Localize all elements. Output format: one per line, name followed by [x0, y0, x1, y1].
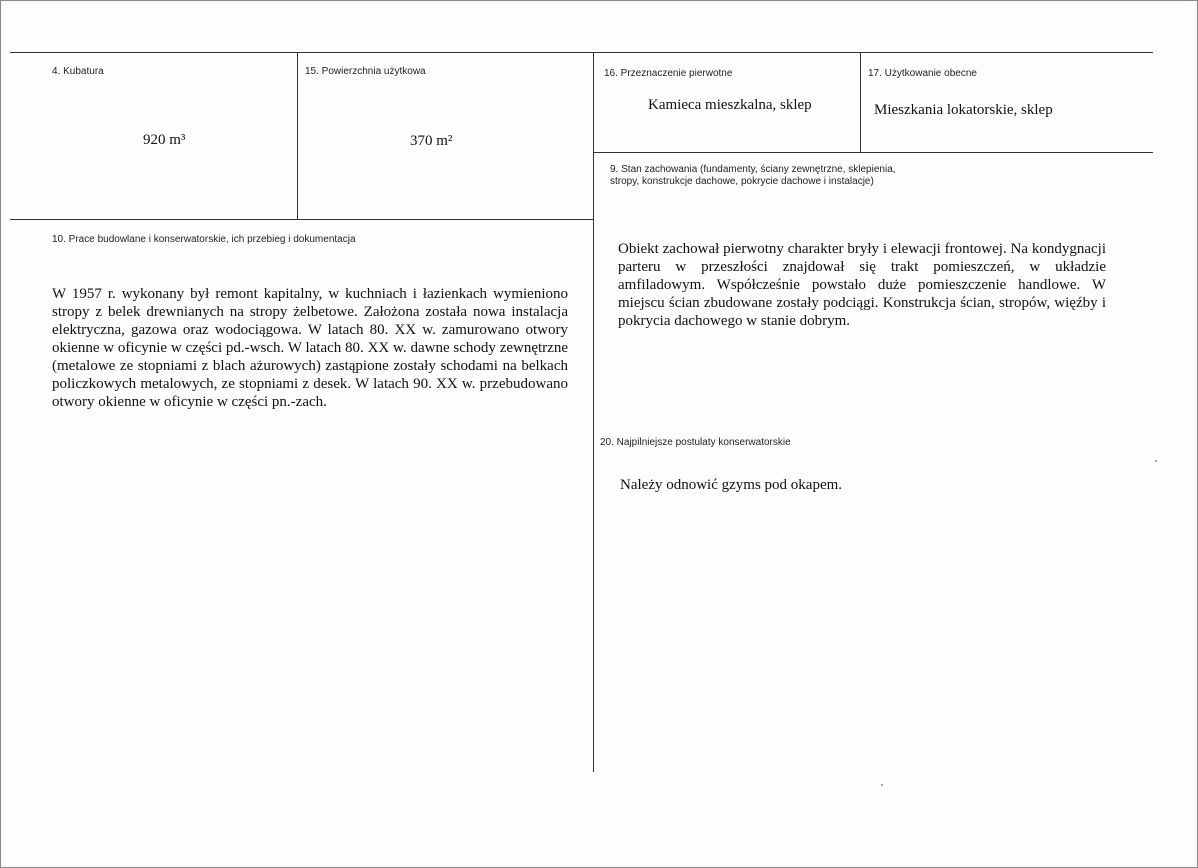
kubatura-value: 920 m³	[143, 132, 186, 148]
kubatura-label: 4. Kubatura	[52, 66, 104, 77]
scan-speck	[1155, 460, 1157, 462]
przeznaczenie-value: Kamieca mieszkalna, sklep	[648, 97, 812, 113]
postulaty-text: Należy odnowić gzyms pod okapem.	[620, 477, 843, 493]
vertical-rule-1	[297, 52, 298, 219]
left-horizontal-rule	[10, 219, 594, 220]
stan-label: 9. Stan zachowania (fundamenty, ściany zewnętrzne, sklepienia, stropy, konstrukcje dachowe, pokrycie dachowe i instalacje)	[610, 164, 896, 187]
vertical-rule-2	[593, 52, 594, 772]
prace-text: W 1957 r. wykonany był remont kapitalny, w kuchniach i łazienkach wymieniono stropy z belek drewnianych na stropy żelbetowe. Założona została nowa instalacja elektryczna, gazowa oraz wodociągowa. W latach 80. XX w. zamurowano otwory okienne w oficynie w części pd.-wsch. W latach 80. XX w. dawne schody zewnętrzne (metalowe ze stopniami z blach ażurowych) zastąpione zostały schodami na belkach policzkowych metalowych, ze stopniami z desek. W latach 90. XX w. przebudowano otwory okienne w oficynie w części pn.-zach.	[52, 286, 568, 410]
uzytkowanie-value: Mieszkania lokatorskie, sklep	[874, 102, 1053, 118]
prace-label: 10. Prace budowlane i konserwatorskie, ich przebieg i dokumentacja	[52, 234, 356, 245]
scan-speck	[881, 784, 883, 786]
powierzchnia-label: 15. Powierzchnia użytkowa	[305, 66, 426, 77]
uzytkowanie-label: 17. Użytkowanie obecne	[868, 68, 977, 79]
przeznaczenie-label: 16. Przeznaczenie pierwotne	[604, 68, 733, 79]
stan-text: Obiekt zachował pierwotny charakter bryły i elewacji frontowej. Na kondygnacji parteru w przeszłości znajdował się trakt pomieszczeń, w układzie amfiladowym. Współcześnie powstało duże pomieszczenie handlowe. W miejscu ścian zbudowane zostały podciągi. Konstrukcja ścian, stropów, więźby i pokrycia dachowego w stanie dobrym.	[618, 241, 1106, 329]
top-horizontal-rule	[10, 52, 1153, 53]
postulaty-label: 20. Najpilniejsze postulaty konserwatorskie	[600, 437, 791, 448]
powierzchnia-value: 370 m²	[410, 133, 453, 149]
vertical-rule-3	[860, 52, 861, 152]
right-horizontal-rule	[593, 152, 1153, 153]
